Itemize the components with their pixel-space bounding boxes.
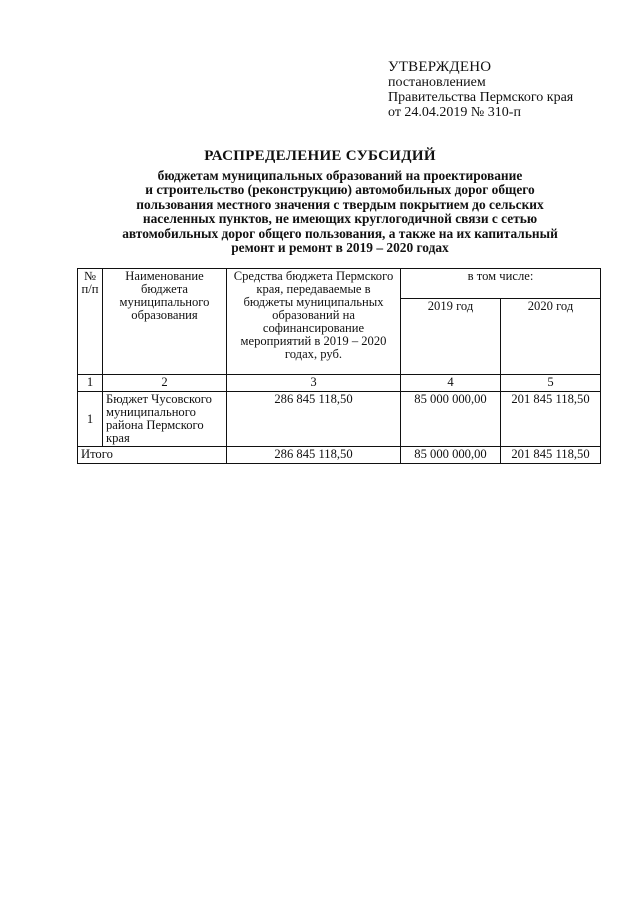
total-funds: 286 845 118,50	[227, 447, 401, 464]
header-row	[78, 269, 601, 299]
document-title: РАСПРЕДЕЛЕНИЕ СУБСИДИЙ	[204, 148, 436, 164]
table-row	[78, 392, 601, 447]
approval-block	[388, 60, 573, 120]
approval-line-1: постановлением	[388, 75, 486, 90]
header-year-2020: 2020 год	[501, 299, 601, 375]
row-num: 1	[78, 392, 103, 447]
total-year-2019: 85 000 000,00	[401, 447, 501, 464]
header-funds: Средства бюджета Пермского края, передаваемые в бюджеты муниципальных образований на софинансирование мероприятий в 2019 – 2020 годах, руб.	[227, 269, 401, 375]
approval-stamp: УТВЕРЖДЕНО	[388, 59, 492, 75]
subtitle-line: и строительство (реконструкцию) автомобильных дорог общего	[145, 182, 535, 198]
total-label: Итого	[78, 447, 227, 464]
column-number-row	[78, 375, 601, 392]
row-funds: 286 845 118,50	[227, 392, 401, 447]
total-year-2020: 201 845 118,50	[501, 447, 601, 464]
row-name: Бюджет Чусовского муниципального района Пермского края	[103, 392, 227, 447]
document-subtitle	[80, 169, 600, 255]
subsidy-table	[77, 268, 601, 464]
header-num: № п/п	[78, 269, 103, 375]
approval-line-3: от 24.04.2019 № 310-п	[388, 105, 521, 120]
subtitle-line: пользования местного значения с твердым покрытием до сельских	[136, 196, 544, 212]
column-number: 1	[78, 375, 103, 392]
row-year-2019: 85 000 000,00	[401, 392, 501, 447]
header-year-2019: 2019 год	[401, 299, 501, 375]
column-number: 4	[401, 375, 501, 392]
column-number: 5	[501, 375, 601, 392]
header-including: в том числе:	[401, 269, 601, 299]
subtitle-line: населенных пунктов, не имеющих круглогодичной связи с сетью	[142, 211, 538, 227]
column-number: 2	[103, 375, 227, 392]
subtitle-line: бюджетам муниципальных образований на проектирование	[157, 168, 523, 183]
row-year-2020: 201 845 118,50	[501, 392, 601, 447]
subtitle-line: автомобильных дорог общего пользования, а также на их капитальный	[122, 225, 558, 241]
header-name: Наименование бюджета муниципального образования	[103, 269, 227, 375]
column-number: 3	[227, 375, 401, 392]
approval-line-2: Правительства Пермского края	[388, 90, 574, 105]
total-row	[78, 447, 601, 464]
subtitle-line: ремонт и ремонт в 2019 – 2020 годах	[231, 240, 449, 256]
